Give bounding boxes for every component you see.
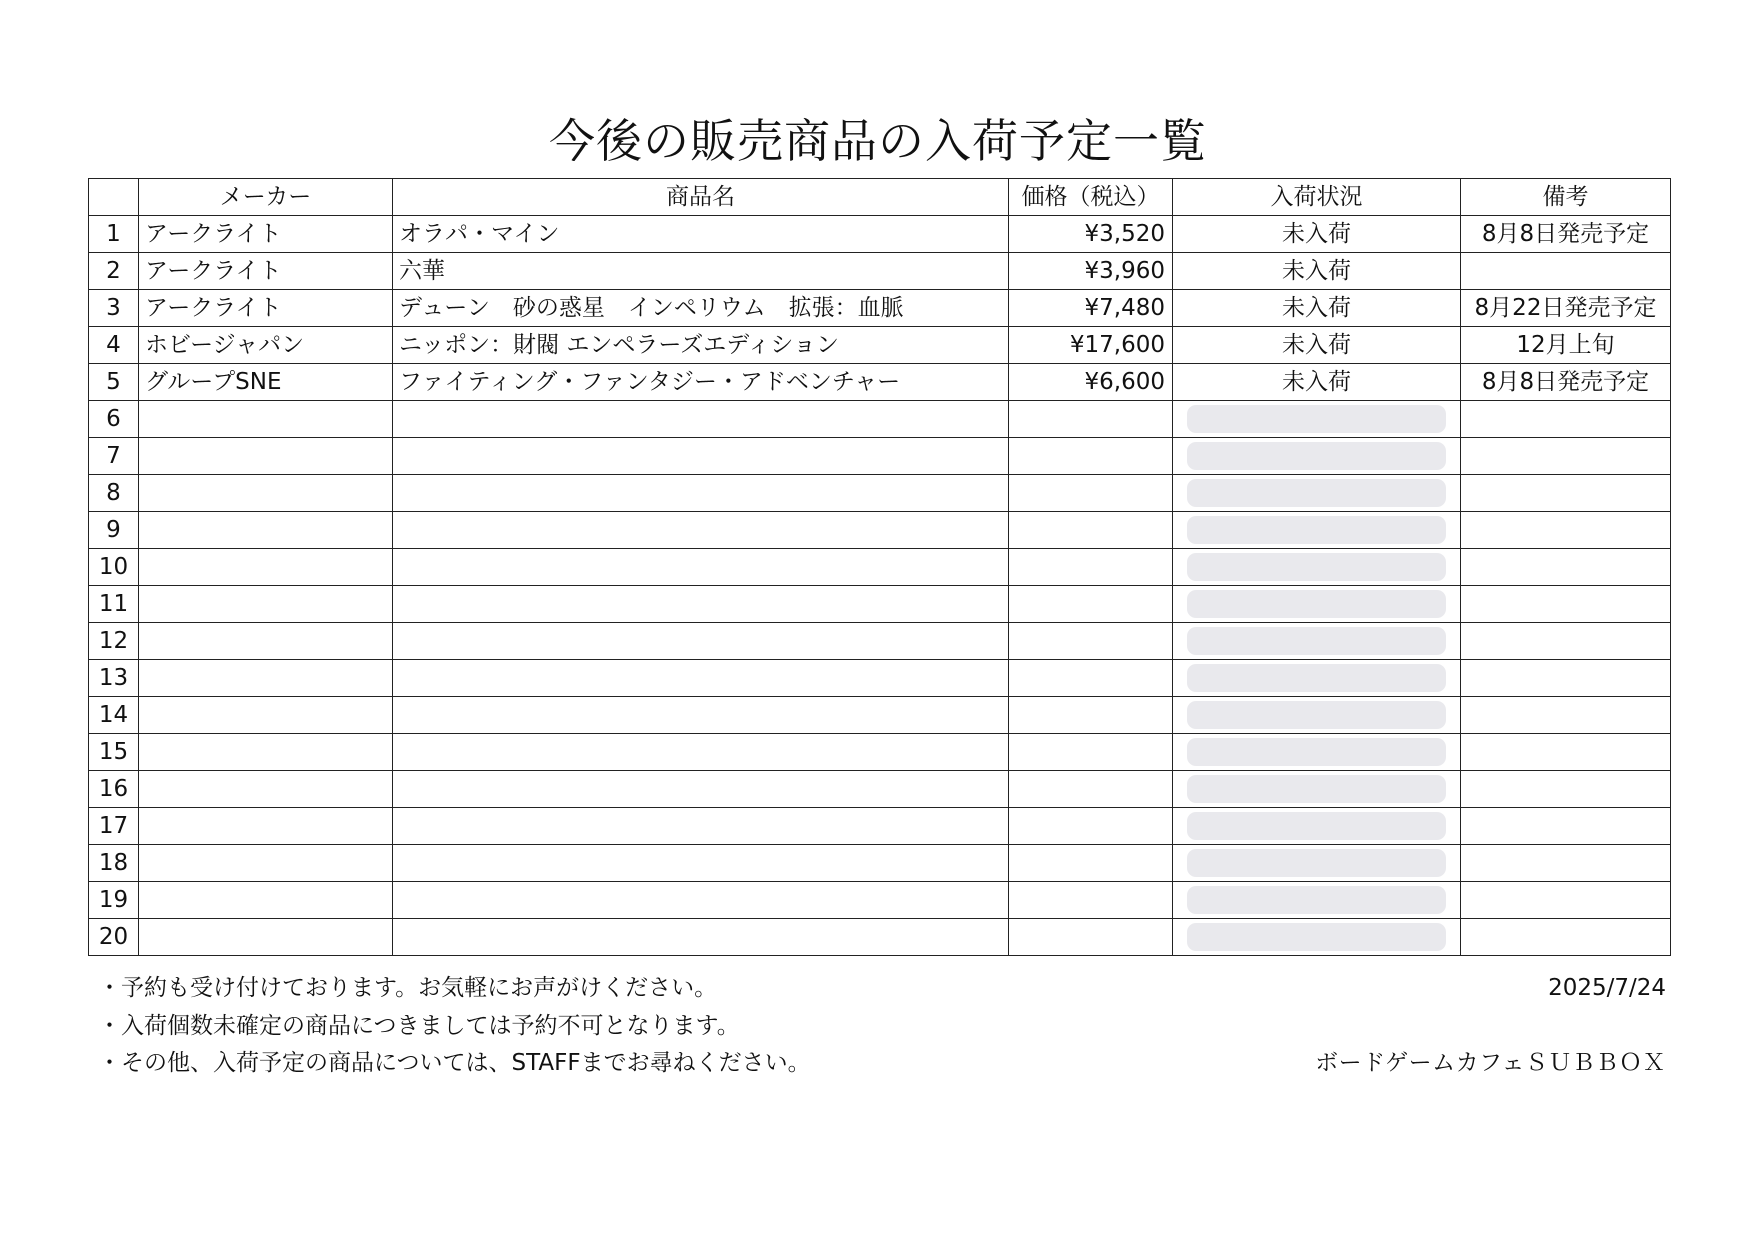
product-name-cell xyxy=(393,401,1009,438)
status-placeholder xyxy=(1187,775,1446,803)
table-row xyxy=(89,253,1671,290)
table-row xyxy=(89,401,1671,438)
status-cell xyxy=(1173,512,1461,549)
row-number-cell: 13 xyxy=(89,660,139,697)
status-placeholder xyxy=(1187,553,1446,581)
table-row xyxy=(89,216,1671,253)
maker-cell xyxy=(139,401,393,438)
price-cell: ¥6,600 xyxy=(1009,364,1173,401)
status-placeholder xyxy=(1187,923,1446,951)
status-cell: 未入荷 xyxy=(1173,253,1461,290)
status-placeholder xyxy=(1187,664,1446,692)
maker-cell xyxy=(139,549,393,586)
table-row xyxy=(89,919,1671,956)
product-name-cell xyxy=(393,808,1009,845)
price-cell xyxy=(1009,771,1173,808)
row-number-cell: 3 xyxy=(89,290,139,327)
table-row xyxy=(89,512,1671,549)
price-cell: ¥7,480 xyxy=(1009,290,1173,327)
price-cell xyxy=(1009,697,1173,734)
status-cell xyxy=(1173,697,1461,734)
table-row xyxy=(89,475,1671,512)
status-placeholder xyxy=(1187,701,1446,729)
maker-cell xyxy=(139,919,393,956)
price-cell xyxy=(1009,623,1173,660)
maker-cell xyxy=(139,771,393,808)
price-cell xyxy=(1009,919,1173,956)
header-note: 備考 xyxy=(1461,179,1671,216)
note-line: ・予約も受け付けております。お気軽にお声がけください。 xyxy=(98,975,718,1001)
price-cell xyxy=(1009,734,1173,771)
row-number-cell: 17 xyxy=(89,808,139,845)
status-cell xyxy=(1173,734,1461,771)
note-line: ・入荷個数未確定の商品につきましては予約不可となります。 xyxy=(98,1012,740,1039)
maker-cell xyxy=(139,697,393,734)
product-name-cell xyxy=(393,882,1009,919)
page-title: 今後の販売商品の入荷予定一覧 xyxy=(549,114,1207,168)
price-cell xyxy=(1009,808,1173,845)
maker-cell xyxy=(139,586,393,623)
status-cell xyxy=(1173,401,1461,438)
table-row xyxy=(89,660,1671,697)
table-row xyxy=(89,697,1671,734)
product-name-cell: オラパ・マイン xyxy=(393,216,1009,253)
note-cell xyxy=(1461,734,1671,771)
status-cell: 未入荷 xyxy=(1173,290,1461,327)
table-row xyxy=(89,771,1671,808)
price-cell: ¥3,960 xyxy=(1009,253,1173,290)
status-placeholder xyxy=(1187,812,1446,840)
maker-cell xyxy=(139,808,393,845)
status-placeholder xyxy=(1187,479,1446,507)
note-cell xyxy=(1461,660,1671,697)
note-cell: 8月8日発売予定 xyxy=(1461,364,1671,401)
status-placeholder xyxy=(1187,516,1446,544)
status-cell xyxy=(1173,586,1461,623)
note-cell xyxy=(1461,697,1671,734)
table-row xyxy=(89,327,1671,364)
product-name-cell xyxy=(393,623,1009,660)
status-cell xyxy=(1173,771,1461,808)
table-row xyxy=(89,845,1671,882)
status-cell xyxy=(1173,882,1461,919)
product-name-cell xyxy=(393,549,1009,586)
product-name-cell: ファイティング・ファンタジー・アドベンチャー xyxy=(393,364,1009,401)
maker-cell xyxy=(139,512,393,549)
table-row xyxy=(89,290,1671,327)
status-cell xyxy=(1173,845,1461,882)
notes-section xyxy=(98,970,811,1083)
table-body xyxy=(89,216,1671,956)
row-number-cell: 18 xyxy=(89,845,139,882)
table-row xyxy=(89,364,1671,401)
header-status: 入荷状況 xyxy=(1173,179,1461,216)
maker-cell xyxy=(139,660,393,697)
table-row xyxy=(89,882,1671,919)
note-cell xyxy=(1461,919,1671,956)
status-placeholder xyxy=(1187,442,1446,470)
row-number-cell: 11 xyxy=(89,586,139,623)
row-number-cell: 14 xyxy=(89,697,139,734)
product-name-cell xyxy=(393,845,1009,882)
price-cell xyxy=(1009,845,1173,882)
note-line: ・その他、入荷予定の商品については、STAFFまでお尋ねください。 xyxy=(98,1050,811,1076)
table-row xyxy=(89,623,1671,660)
row-number-cell: 12 xyxy=(89,623,139,660)
status-placeholder xyxy=(1187,849,1446,877)
row-number-cell: 4 xyxy=(89,327,139,364)
shop-name: ボードゲームカフェＳＵＢＢＯＸ xyxy=(1315,1050,1666,1076)
maker-cell: アークライト xyxy=(139,290,393,327)
note-cell xyxy=(1461,845,1671,882)
table-row xyxy=(89,438,1671,475)
status-placeholder xyxy=(1187,405,1446,433)
status-cell xyxy=(1173,475,1461,512)
price-cell xyxy=(1009,512,1173,549)
note-cell xyxy=(1461,401,1671,438)
status-cell xyxy=(1173,438,1461,475)
note-cell xyxy=(1461,808,1671,845)
product-name-cell: 六華 xyxy=(393,253,1009,290)
note-cell xyxy=(1461,623,1671,660)
note-cell xyxy=(1461,512,1671,549)
product-name-cell xyxy=(393,586,1009,623)
price-cell xyxy=(1009,438,1173,475)
price-cell xyxy=(1009,660,1173,697)
table-row xyxy=(89,734,1671,771)
note-cell xyxy=(1461,438,1671,475)
row-number-cell: 6 xyxy=(89,401,139,438)
product-name-cell xyxy=(393,512,1009,549)
row-number-cell: 10 xyxy=(89,549,139,586)
row-number-cell: 1 xyxy=(89,216,139,253)
header-no xyxy=(89,179,139,216)
product-name-cell xyxy=(393,660,1009,697)
price-cell xyxy=(1009,586,1173,623)
maker-cell: ホビージャパン xyxy=(139,327,393,364)
product-name-cell xyxy=(393,475,1009,512)
maker-cell xyxy=(139,475,393,512)
price-cell: ¥17,600 xyxy=(1009,327,1173,364)
status-placeholder xyxy=(1187,590,1446,618)
table-row xyxy=(89,549,1671,586)
maker-cell xyxy=(139,845,393,882)
row-number-cell: 9 xyxy=(89,512,139,549)
product-name-cell xyxy=(393,438,1009,475)
maker-cell xyxy=(139,623,393,660)
product-name-cell xyxy=(393,697,1009,734)
note-cell xyxy=(1461,253,1671,290)
note-cell: 8月22日発売予定 xyxy=(1461,290,1671,327)
maker-cell xyxy=(139,734,393,771)
table-row xyxy=(89,808,1671,845)
header-product: 商品名 xyxy=(393,179,1009,216)
product-name-cell: ニッポン：財閥 エンペラーズエディション xyxy=(393,327,1009,364)
note-cell xyxy=(1461,475,1671,512)
price-cell xyxy=(1009,882,1173,919)
maker-cell: グループSNE xyxy=(139,364,393,401)
note-cell xyxy=(1461,586,1671,623)
status-cell xyxy=(1173,919,1461,956)
product-name-cell xyxy=(393,734,1009,771)
price-cell xyxy=(1009,475,1173,512)
row-number-cell: 2 xyxy=(89,253,139,290)
maker-cell xyxy=(139,438,393,475)
note-cell xyxy=(1461,549,1671,586)
note-cell xyxy=(1461,771,1671,808)
row-number-cell: 20 xyxy=(89,919,139,956)
price-cell xyxy=(1009,401,1173,438)
note-cell xyxy=(1461,882,1671,919)
price-cell: ¥3,520 xyxy=(1009,216,1173,253)
product-name-cell: デューン 砂の惑星 インペリウム 拡張：血脈 xyxy=(393,290,1009,327)
status-placeholder xyxy=(1187,738,1446,766)
row-number-cell: 15 xyxy=(89,734,139,771)
row-number-cell: 8 xyxy=(89,475,139,512)
row-number-cell: 19 xyxy=(89,882,139,919)
product-name-cell xyxy=(393,771,1009,808)
maker-cell xyxy=(139,882,393,919)
maker-cell: アークライト xyxy=(139,253,393,290)
header-maker: メーカー xyxy=(139,179,393,216)
status-cell xyxy=(1173,660,1461,697)
table-row xyxy=(89,586,1671,623)
issue-date: 2025/7/24 xyxy=(1548,975,1666,1001)
status-cell xyxy=(1173,549,1461,586)
status-cell xyxy=(1173,623,1461,660)
status-cell xyxy=(1173,808,1461,845)
status-placeholder xyxy=(1187,627,1446,655)
status-cell: 未入荷 xyxy=(1173,327,1461,364)
status-placeholder xyxy=(1187,886,1446,914)
price-cell xyxy=(1009,549,1173,586)
arrival-schedule-table xyxy=(88,178,1671,956)
row-number-cell: 7 xyxy=(89,438,139,475)
row-number-cell: 5 xyxy=(89,364,139,401)
header-price: 価格（税込） xyxy=(1009,179,1173,216)
row-number-cell: 16 xyxy=(89,771,139,808)
product-name-cell xyxy=(393,919,1009,956)
maker-cell: アークライト xyxy=(139,216,393,253)
note-cell: 8月8日発売予定 xyxy=(1461,216,1671,253)
status-cell: 未入荷 xyxy=(1173,364,1461,401)
table-header-row xyxy=(89,179,1671,216)
status-cell: 未入荷 xyxy=(1173,216,1461,253)
note-cell: 12月上旬 xyxy=(1461,327,1671,364)
